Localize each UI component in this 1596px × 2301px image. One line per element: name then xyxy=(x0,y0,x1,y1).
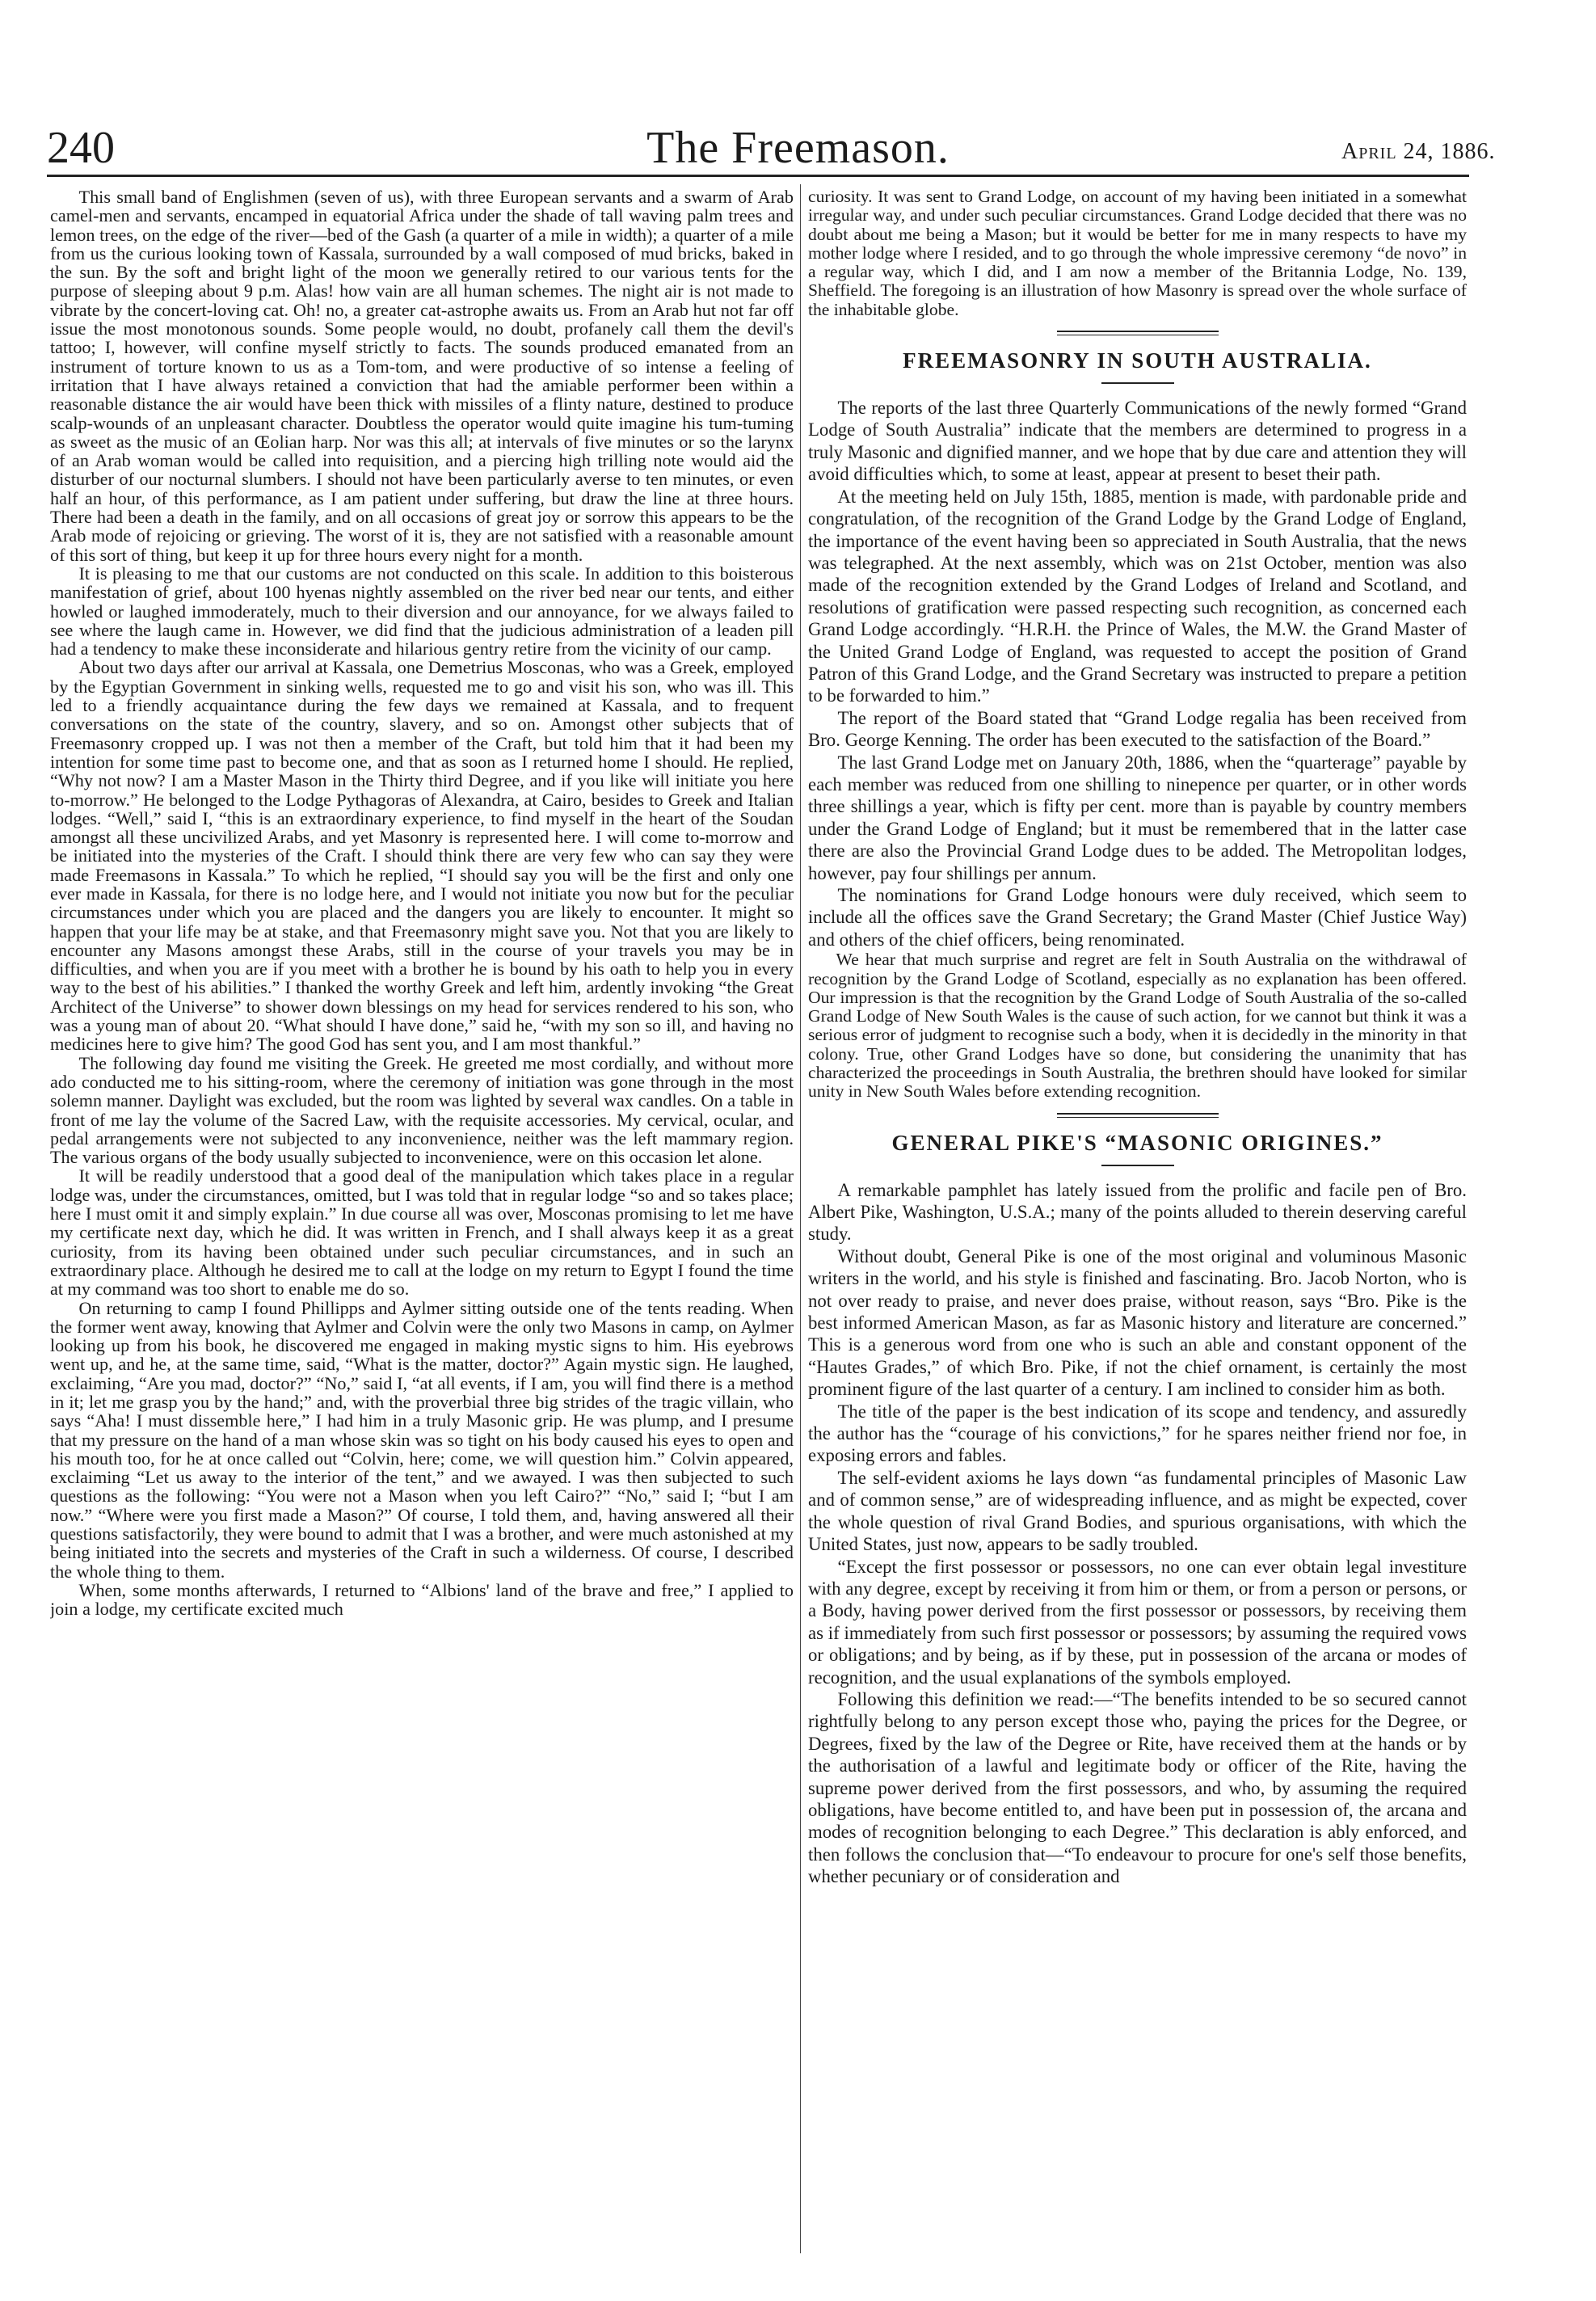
section-rule xyxy=(1057,331,1219,335)
section-rule xyxy=(1057,1113,1219,1118)
masthead-title: The Freemason. xyxy=(646,123,950,173)
article-continuation: curiosity. It was sent to Grand Lodge, on account of my having been initiated in a somewhat irregular way, and under such peculiar circumstances. Grand Lodge decided that there was no doubt about me being a Mason; but it would be better for me in many respects to have my mother lodge where I resided, and to go through the whole impressive ceremony “de novo” in a regular way, which I did, and I am now a member of the Britannia Lodge, No. 139, Sheffield. The foregoing is an illustration of how Masonry is spread over the whole surface of the inhabitable globe. xyxy=(808,188,1467,319)
article-paragraph: Following this definition we read:—“The benefits intended to be so secured cannot rightfully belong to any person except those who, paying the prices for the Degree, or Degrees, fixed by the law of the Degree or Rite, have received them at the hands or by the authorisation of a lawful and legitimate body or officer of the Rite, having the supreme power derived from the first possessors, and who, by assuming the required obligations, have become entitled to, and have been put in possession of, the arcana and modes of recognition belonging to each Degree.” This declaration is ably enforced, and then follows the conclusion that—“To endeavour to procure for one's self those benefits, whether pecuniary or of consideration and xyxy=(808,1688,1467,1887)
article-paragraph: The report of the Board stated that “Grand Lodge regalia has been received from Bro. George Kenning. The order has been executed to the satisfaction of the Board.” xyxy=(808,707,1467,751)
header-rule xyxy=(47,175,1469,177)
article-paragraph: We hear that much surprise and regret are felt in South Australia on the withdrawal of recognition by the Grand Lodge of Scotland, especially as no explanation has been offered. Our impression is that the recognition by the Grand Lodge of South Australia of the so-called Grand Lodge of New South Wales is the cause of such action, for we cannot but think it was a serious error of judgment to recognise such a body, when it is decidedly in the minority in that colony. True, other Grand Lodges have so done, but considering the unanimity that has characterized the proceedings in South Australia, the brethren should have looked for similar unity in New South Wales before extending recognition. xyxy=(808,950,1467,1102)
article-paragraph: The nominations for Grand Lodge honours were duly received, which seem to include all the offices save the Grand Secretary; the Grand Master (Chief Justice Way) and others of the chief officers, being renominated. xyxy=(808,885,1467,950)
section-heading-south-australia: FREEMASONRY IN SOUTH AUSTRALIA. xyxy=(903,348,1372,373)
article-paragraph: A remarkable pamphlet has lately issued from the prolific and facile pen of Bro. Albert Pike, Washington, U.S.A.; many of the points alluded to therein deserving careful study. xyxy=(808,1179,1467,1245)
article-paragraph: Without doubt, General Pike is one of the most original and voluminous Masonic writers in the world, and his style is finished and fascinating. Bro. Jacob Norton, who is not over ready to praise, and never does praise, without reason, says “Bro. Pike is the best informed American Mason, as far as Masonic history and literature are concerned.” This is a generous word from one who is such an able and constant opponent of the “Hautes Grades,” of which Bro. Pike, if not the chief ornament, is certainly the most prominent figure of the last quarter of a century. I am inclined to consider him as both. xyxy=(808,1245,1467,1400)
article-paragraph: On returning to camp I found Phillipps and Aylmer sitting outside one of the tents reading. When the former went away, knowing that Aylmer and Colvin were the only two Masons in camp, on Aylmer looking up from his book, he discovered me engaged in making mystic signs to him. His eyebrows went up, and he, at the same time, said, “What is the matter, doctor?” Again mystic sign. He laughed, exclaiming, “Are you mad, doctor?” “No,” said I, “at all events, if I am, you will find there is a method in it; let me grasp you by the hand;” and, with the proverbial three big strides of the tragic villain, who says “Aha! I must dissemble here,” I had him in a truly Masonic grip. He was plump, and I presume that my pressure on the hand of a man whose skin was so tight on his body caused his eyes to open and his mouth too, for he at once called out “Colvin, here; come, we will question him.” Colvin appeared, exclaiming “Let us away to the interior of the tent,” and we awayed. I was then subjected to such questions as the following: “You were not a Mason when you left Cairo?” “No,” said I; “but I am now.” “Where were you first made a Mason?” Of course, I told them, and, having answered all their questions satisfactorily, they were bound to admit that I was a brother, and were much astonished at my being initiated into the secrets and mysteries of the Craft in such a wilderness. Of course, I described the whole thing to them. xyxy=(50,1297,794,1582)
article-paragraph: It is pleasing to me that our customs are not conducted on this scale. In addition to this boisterous manifestation of grief, about 100 hyenas nightly assembled on the river bed near our tents, and either howled or laughed immoderately, much to their diversion and our annoyance, for we always failed to see where the laugh came in. However, we did find that the judicious administration of a leaden pill had a tendency to make these inconsiderate and hilarious gentry retire from the vicinity of our camp. xyxy=(50,563,794,660)
heading-rule xyxy=(1101,382,1174,384)
article-paragraph: When, some months afterwards, I returned to “Albions' land of the brave and free,” I applied to join a lodge, my certificate excited much xyxy=(50,1579,794,1620)
article-paragraph: The last Grand Lodge met on January 20th, 1886, when the “quarterage” payable by each member was reduced from one shilling to ninepence per quarter, or in other words three shillings a year, which is fifty per cent. more than is payable by country members under the Grand Lodge of England; but it must be remembered that in the latter case there are also the Provincial Grand Lodge dues to be added. The Metropolitan lodges, however, pay four shillings per annum. xyxy=(808,752,1467,883)
article-paragraph: At the meeting held on July 15th, 1885, mention is made, with pardonable pride and congratulation, of the recognition of the Grand Lodge by the Grand Lodge of England, the importance of the event having been so appreciated in South Australia, that the news was telegraphed. At the next assembly, which was on 21st October, mention was also made of the recognition extended by the Grand Lodges of Ireland and Scotland, and resolutions of gratification were passed respecting such recognition, as concerned each Grand Lodge accordingly. “H.R.H. the Prince of Wales, the M.W. the Grand Master of the United Grand Lodge of England, was requested to accept the position of Grand Patron of this Grand Lodge, and the Grand Secretary was instructed to prepare a petition to be forwarded to him.” xyxy=(808,486,1467,706)
left-column xyxy=(50,188,794,2257)
page-number: 240 xyxy=(47,123,115,173)
article-paragraph: The title of the paper is the best indication of its scope and tendency, and assuredly the author has the “courage of his convictions,” for he spares neither friend nor foe, in exposing errors and fables. xyxy=(808,1401,1467,1466)
section-heading-masonic-origines: GENERAL PIKE'S “MASONIC ORIGINES.” xyxy=(891,1130,1383,1155)
article-paragraph: It will be readily understood that a good deal of the manipulation which takes place in a regular lodge was, under the circumstances, omitted, but I was told that in regular lodge “so and so takes place; here I must omit it and simply explain.” In due course all was over, Mosconas promising to let me have my certificate next day, which he did. It was written in French, and I shall always keep it as a great curiosity, from its having been obtained under such peculiar circumstances, and in such an extraordinary place. Although he desired me to call at the lodge on my return to Egypt I found the time at my command was too short to enable me do so. xyxy=(50,1165,794,1300)
article-paragraph: The following day found me visiting the Greek. He greeted me most cordially, and without more ado conducted me to his sitting-room, where the ceremony of initiation was gone through in the most solemn manner. Daylight was excluded, but the room was lighted by several wax candles. On a table in front of me lay the volume of the Sacred Law, with the requisite accessories. My cervical, ocular, and pedal arrangements were not subjected to any inconvenience, neither was the left mammary region. The various organs of the body usually subjected to inconvenience, were on this occasion let alone. xyxy=(50,1052,794,1168)
article-paragraph: The reports of the last three Quarterly Communications of the newly formed “Grand Lodge of South Australia” indicate that the members are determined to progress in a truly Masonic and dignified manner, and we hope that by due care and attention they will avoid difficulties which, to some at least, appear at present to beset their path. xyxy=(808,398,1467,485)
right-column xyxy=(808,188,1467,2257)
column-divider xyxy=(800,184,801,2253)
article-paragraph: “Except the first possessor or possessors, no one can ever obtain legal investiture with any degree, except by receiving it from him or them, or from a person or persons, or a Body, having power derived from the first possessor or possessors, by receiving them as if immediately from such first possessor or possessors; by assuming the required vows or obligations; and by being, as if by these, put in possession of the arcana or modes of recognition, and the usual explanations of the symbols employed. xyxy=(808,1556,1467,1688)
issue-date: April 24, 1886. xyxy=(1341,139,1496,164)
article-paragraph: This small band of Englishmen (seven of us), with three European servants and a swarm of Arab camel-men and servants, encamped in equatorial Africa under the shade of tall waving palm trees and lemon trees, on the edge of the river—bed of the Gash (a quarter of a mile in width); a quarter of a mile from us the curious looking town of Kassala, surrounded by a wall composed of mud bricks, baked in the sun. By the soft and bright light of the moon we generally retired to our various tents for the purpose of sleeping about 9 p.m. Alas! how vain are all human schemes. The night air is not made to vibrate by the concert-loving cat. Oh! no, a greater cat-astrophe awaits us. From an Arab hut not far off issue the most monotonous sounds. Some people would, no doubt, profanely call them the devil's tattoo; I, however, will confine myself strictly to facts. The sounds produced emanated from an instrument of torture known to us as a Tom-tom, and were productive of so intense a feeling of irritation that I have always retained a conviction that had the amiable performer been within a reasonable distance the air would have been thick with missiles of a flinty nature, destined to produce scalp-wounds of an unpleasant character. Doubtless the operator would quite imagine his tum-tuming as sweet as the music of an Œolian harp. Nor was this all; at intervals of five minutes or so the larynx of an Arab woman would be called into requisition, and a piercing high trilling note would aid the disturber of our nocturnal slumbers. I should not have been particularly averse to ten minutes, or even half an hour, of this performance, as I am patient under suffering, but draw the line at three hours. There had been a death in the family, and on all occasions of great joy or sorrow this appears to be the Arab mode of rejoicing or grieving. The worst of it is, they are not satisfied with a reasonable amount of this sort of thing, but keep it up for three hours every night for a month. xyxy=(50,188,794,565)
heading-rule xyxy=(1101,1165,1174,1166)
article-paragraph: The self-evident axioms he lays down “as fundamental principles of Masonic Law and of common sense,” are of widespreading influence, and as might be expected, cover the whole question of rival Grand Bodies, and spurious organisations, with which the United States, just now, appears to be sadly troubled. xyxy=(808,1467,1467,1555)
article-paragraph: About two days after our arrival at Kassala, one Demetrius Mosconas, who was a Greek, employed by the Egyptian Government in sinking wells, requested me to go and visit his son, who was ill. This led to a friendly acquaintance during the few days we remained at Kassala, and to frequent conversations on the state of the country, slavery, and so on. Amongst other subjects that of Freemasonry cropped up. I was not then a member of the Craft, but told him that it had been my intention for some time past to become one, and that as soon as I returned home I should. He replied, “Why not now? I am a Master Mason in the Thirty third Degree, and if you like will initiate you here to-morrow.” He belonged to the Lodge Pythagoras of Alexandra, at Cairo, besides to Greek and Italian lodges. “Well,” said I, “this is an extraordinary experience, to find myself in the heart of the Soudan amongst all these uncivilized Arabs, and yet Masonry is represented here. I will come to-morrow and be initiated into the mysteries of the Craft. I should think there are very few who can say they were made Freemasons in Kassala.” To which he replied, “I should say you will be the first and only one ever made in Kassala, for there is no lodge here, and I would not initiate you now but for the peculiar circumstances under which you are placed and the dangers you are likely to encounter. It might so happen that your life may be at stake, and that Freemasonry might save you. Not that you are likely to encounter any Masons amongst these Arabs, still in the course of your travels you may be in difficulties, and when you are if you meet with a brother he is bound by his oath to help you in every way to the best of his abilities.” I thanked the worthy Greek and left him, ardently invoking “the Great Architect of the Universe” to shower down blessings on my head for services rendered to his son, who was a young man of about 20. “What should I have done,” said he, “with my son so ill, and having no medicines here to give him? The good God has sent you, and I am most thankful.” xyxy=(50,657,794,1055)
